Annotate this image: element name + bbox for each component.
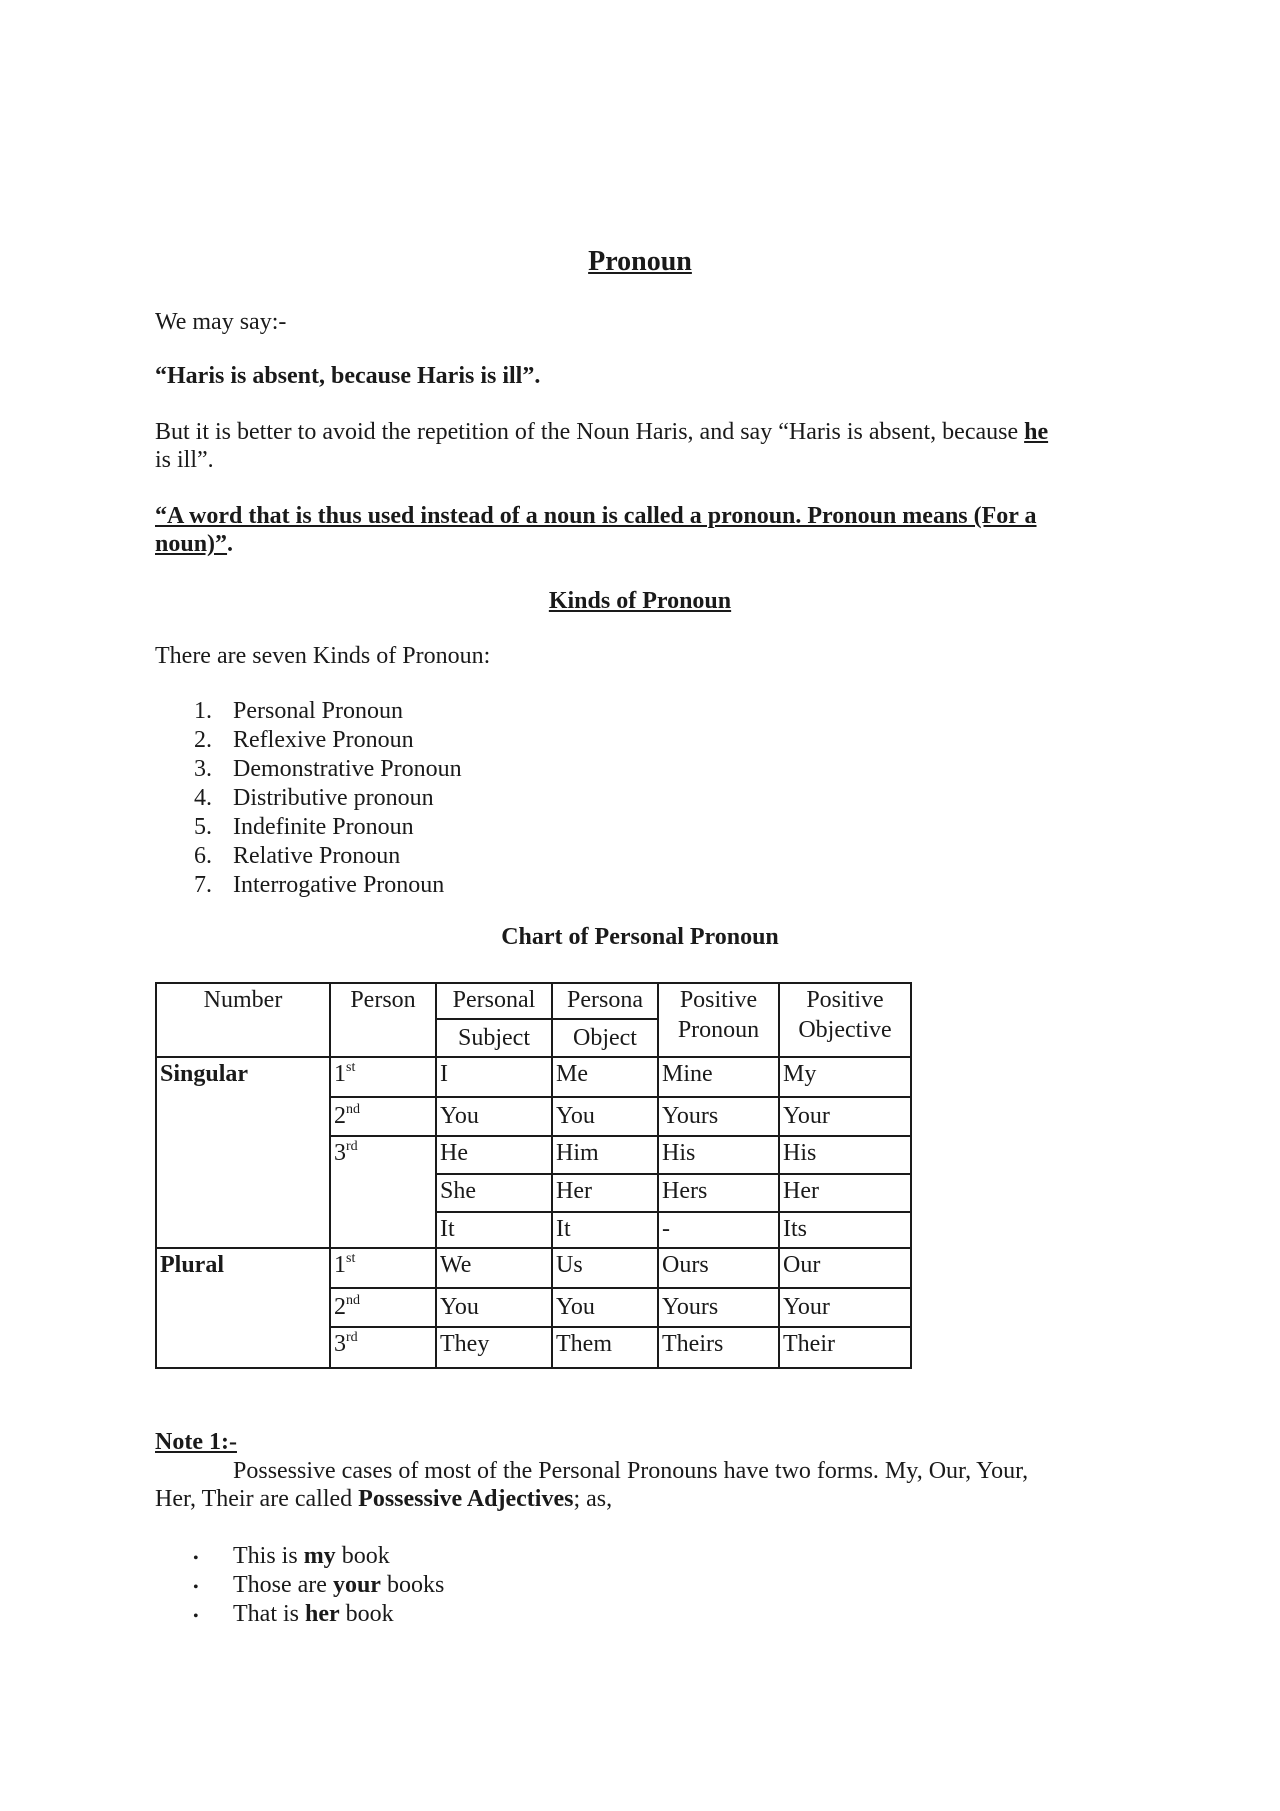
- table-cell: Mine: [658, 1057, 779, 1097]
- explanation-emphasis: he: [1024, 419, 1049, 445]
- definition-line2: noun)”: [155, 531, 228, 557]
- intro-text: We may say:-: [155, 309, 287, 335]
- group-singular: Singular: [156, 1057, 330, 1248]
- table-cell: Theirs: [658, 1327, 779, 1368]
- table-cell: His: [779, 1136, 911, 1174]
- list-item: 6. Relative Pronoun: [194, 843, 401, 869]
- list-item: • This is my book: [155, 1542, 444, 1571]
- header-possessive-pronoun: Positive Pronoun: [658, 983, 779, 1057]
- bullet-icon: •: [193, 1608, 199, 1625]
- chart-title: Chart of Personal Pronoun: [501, 924, 779, 950]
- group-plural: Plural: [156, 1248, 330, 1368]
- list-item: • That is her book: [155, 1600, 444, 1629]
- explanation-paragraph: [155, 418, 1048, 474]
- table-cell: We: [436, 1248, 552, 1288]
- table-cell: His: [658, 1136, 779, 1174]
- person-cell: 2nd: [330, 1097, 436, 1136]
- list-item: 7. Interrogative Pronoun: [194, 872, 445, 898]
- table-cell: My: [779, 1057, 911, 1097]
- note-heading: Note 1:-: [155, 1429, 237, 1455]
- list-item: 4. Distributive pronoun: [194, 785, 434, 811]
- table-cell: Me: [552, 1057, 658, 1097]
- header-subject-top: Personal: [436, 983, 552, 1019]
- table-cell: Her: [552, 1174, 658, 1212]
- list-item: • Those are your books: [155, 1571, 444, 1600]
- list-item: 3. Demonstrative Pronoun: [194, 756, 462, 782]
- personal-pronoun-table: [155, 982, 912, 1369]
- list-item: 1. Personal Pronoun: [194, 698, 403, 724]
- person-cell: 3rd: [330, 1327, 436, 1368]
- person-cell: 3rd: [330, 1136, 436, 1248]
- table-cell: Yours: [658, 1288, 779, 1327]
- table-cell: You: [436, 1097, 552, 1136]
- table-cell: You: [436, 1288, 552, 1327]
- table-cell: He: [436, 1136, 552, 1174]
- examples-list: [155, 1542, 444, 1629]
- list-item: 2. Reflexive Pronoun: [194, 727, 414, 753]
- table-cell: It: [436, 1212, 552, 1248]
- note-paragraph: [155, 1457, 1028, 1513]
- table-cell: You: [552, 1097, 658, 1136]
- header-object-top: Persona: [552, 983, 658, 1019]
- header-possessive-objective: Positive Objective: [779, 983, 911, 1057]
- table-cell: They: [436, 1327, 552, 1368]
- table-cell: Her: [779, 1174, 911, 1212]
- kinds-intro: There are seven Kinds of Pronoun:: [155, 643, 491, 669]
- table-cell: Our: [779, 1248, 911, 1288]
- explanation-line1: But it is better to avoid the repetition of the Noun Haris, and say “Haris is absent, because: [155, 419, 1025, 445]
- note-line1: Possessive cases of most of the Personal Pronouns have two forms. My, Our, Your,: [233, 1458, 1029, 1484]
- table-cell: Yours: [658, 1097, 779, 1136]
- table-header-row: [156, 983, 911, 1019]
- kinds-list: [155, 697, 462, 900]
- note-line2: Her, Their are called: [155, 1486, 359, 1512]
- table-cell: Their: [779, 1327, 911, 1368]
- person-cell: 1st: [330, 1248, 436, 1288]
- note-line2-end: ; as,: [573, 1486, 613, 1512]
- table-row: [156, 1248, 911, 1288]
- table-cell: Him: [552, 1136, 658, 1174]
- bullet-icon: •: [193, 1550, 199, 1567]
- header-object-bottom: Object: [552, 1019, 658, 1057]
- header-person: Person: [330, 983, 436, 1057]
- table-cell: I: [436, 1057, 552, 1097]
- table-cell: Your: [779, 1097, 911, 1136]
- table-row: [156, 1057, 911, 1097]
- note-term: Possessive Adjectives: [358, 1486, 574, 1512]
- definition-line1: “A word that is thus used instead of a noun is called a pronoun. Pronoun means (For a: [155, 503, 1037, 529]
- table-cell: Us: [552, 1248, 658, 1288]
- explanation-line2: is ill”.: [155, 447, 214, 473]
- bullet-icon: •: [193, 1579, 199, 1596]
- table-cell: -: [658, 1212, 779, 1248]
- person-cell: 2nd: [330, 1288, 436, 1327]
- table-cell: She: [436, 1174, 552, 1212]
- table-cell: Its: [779, 1212, 911, 1248]
- table-cell: It: [552, 1212, 658, 1248]
- definition-line2-end: .: [227, 531, 234, 557]
- example-quote: “Haris is absent, because Haris is ill”.: [155, 363, 541, 389]
- definition-paragraph: [155, 502, 1037, 558]
- header-number: Number: [156, 983, 330, 1057]
- kinds-heading: Kinds of Pronoun: [548, 588, 732, 614]
- header-subject-bottom: Subject: [436, 1019, 552, 1057]
- table-cell: Your: [779, 1288, 911, 1327]
- table-cell: Ours: [658, 1248, 779, 1288]
- table-cell: Hers: [658, 1174, 779, 1212]
- page-title: Pronoun: [588, 246, 692, 277]
- person-cell: 1st: [330, 1057, 436, 1097]
- list-item: 5. Indefinite Pronoun: [194, 814, 414, 840]
- table-cell: Them: [552, 1327, 658, 1368]
- table-cell: You: [552, 1288, 658, 1327]
